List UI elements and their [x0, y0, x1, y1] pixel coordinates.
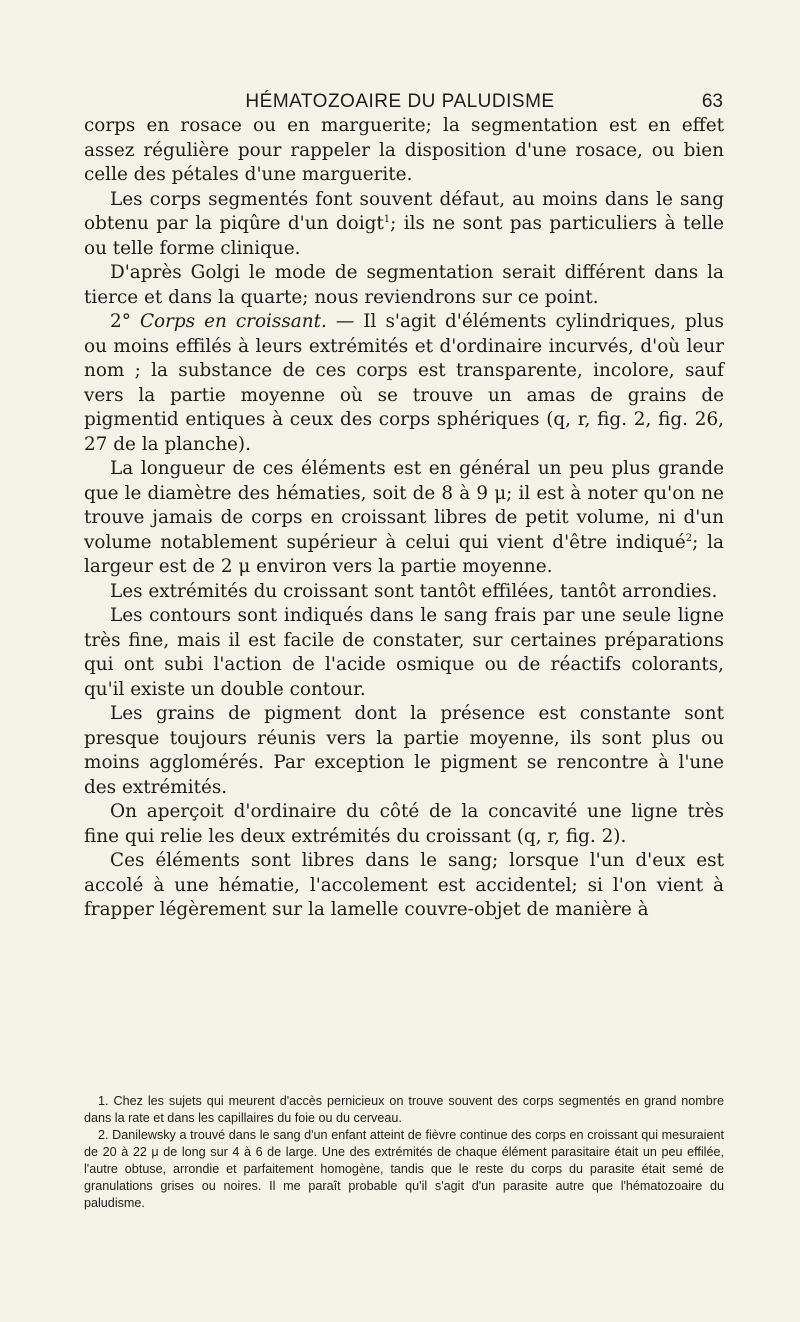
paragraph: On aperçoit d'ordinaire du côté de la concavité une ligne très fine qui relie les deux extrémités du croissant (q, r, fig. 2).	[84, 801, 724, 847]
paragraph: Les grains de pigment dont la présence est constante sont presque toujours réunis vers la partie moyenne, ils sont plus ou moins agglomérés. Par exception le pigment se rencontre à l'une des extrémités.	[84, 703, 724, 798]
section-paragraph: 2° Corps en croissant. — Il s'agit d'éléments cylindriques, plus ou moins effilés à leurs extrémités et d'ordinaire incurvés, d'où leur nom ; la substance de ces corps est transparente, incolore, sauf vers la partie moyenne où se trouve un amas de grains de pigmentid entiques à ceux des corps sphériques (q, r, fig. 2, fig. 26, 27 de la planche).	[84, 311, 724, 455]
footnote-ref: 1	[383, 213, 391, 225]
paragraph: Les corps segmentés font souvent défaut, au moins dans le sang obtenu par la piqûre d'un doigt$^1$; ils ne sont pas particuliers à telle ou telle forme clinique.	[84, 188, 725, 259]
paragraph: D'après Golgi le mode de segmentation serait différent dans la tierce et dans la quarte; nous reviendrons sur ce point.	[84, 262, 724, 308]
page-number: 63	[701, 91, 723, 112]
section-heading: Corps en croissant.	[139, 311, 327, 332]
footnote-ref: 2	[685, 532, 693, 544]
footnote: 1. Chez les sujets qui meurent d'accès pernicieux on trouve souvent des corps segmentés en grand nombre dans la rate et dans les capillaires du foie ou du cerveau.	[84, 1094, 724, 1125]
paragraph: Les contours sont indiqués dans le sang frais par une seule ligne très fine, mais il est facile de constater, sur certaines préparations qui ont subi l'action de l'acide osmique ou de réactifs colorants, qu'il existe un double contour.	[84, 605, 724, 700]
body-text	[84, 114, 724, 923]
paragraph: Les extrémités du croissant sont tantôt effilées, tantôt arrondies.	[110, 580, 718, 602]
running-title: HÉMATOZOAIRE DU PALUDISME	[245, 91, 555, 112]
footnotes	[84, 1093, 724, 1212]
footnote: 2. Danilewsky a trouvé dans le sang d'un enfant atteint de fièvre continue des corps en croissant qui mesuraient de 20 à 22 μ de long sur 4 à 6 de large. Une des extrémités de chaque élément parasitaire était un peu effilée, l'autre obtuse, arrondie et parfaitement homogène, tandis que le reste du corps du parasite était semé de granulations grises ou noires. Il me paraît probable qu'il s'agit d'un parasite autre que l'hématozoaire du paludisme.	[84, 1128, 724, 1210]
paragraph: La longueur de ces éléments est en général un peu plus grande que le diamètre des hématies, soit de 8 à 9 μ; il est à noter qu'on ne trouve jamais de corps en croissant libres de petit volume, ni d'un volume notablement supérieur à celui qui vient d'être indiqué$^2$; la largeur est de 2 μ environ vers la partie moyenne.	[84, 458, 725, 577]
paragraph: Ces éléments sont libres dans le sang; lorsque l'un d'eux est accolé à une hématie, l'accolement est accidentel; si l'on vient à frapper légèrement sur la lamelle couvre-objet de manière à	[84, 850, 724, 920]
paragraph: corps en rosace ou en marguerite; la segmentation est en effet assez régulière pour rappeler la disposition d'une rosace, ou bien celle des pétales d'une marguerite.	[84, 115, 724, 185]
